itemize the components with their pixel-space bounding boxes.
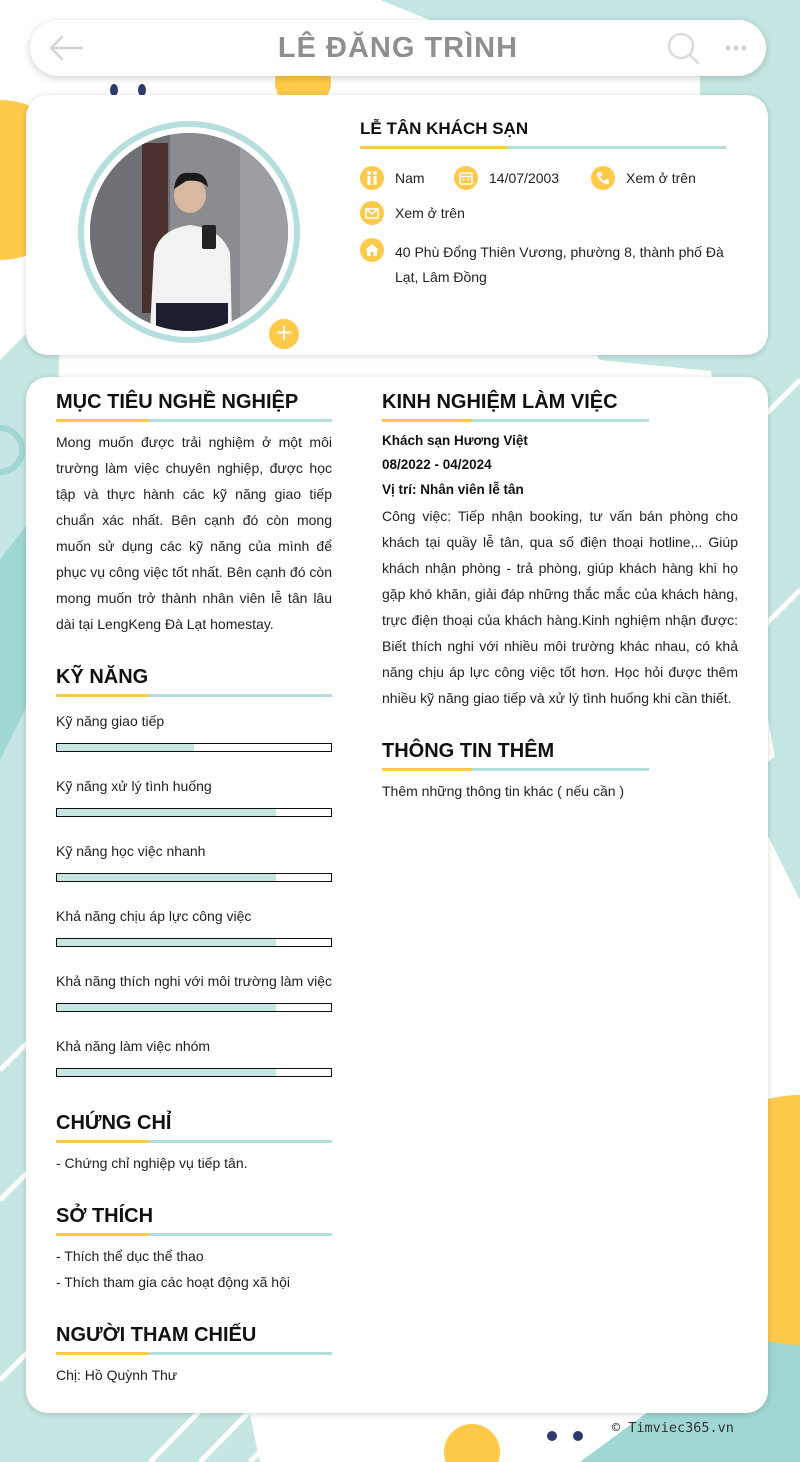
- gender-icon: [360, 166, 384, 190]
- skill-bar: [56, 808, 332, 817]
- skill-label: Kỹ năng học việc nhanh: [56, 843, 206, 859]
- skill-label: Kỹ năng xử lý tình huống: [56, 778, 212, 794]
- experience-company: Khách sạn Hương Việt: [382, 433, 528, 448]
- experience-period: 08/2022 - 04/2024: [382, 457, 492, 472]
- skill-fill: [57, 809, 276, 816]
- job-title-underline: [360, 146, 726, 149]
- skill-label: Kỹ năng giao tiếp: [56, 713, 165, 729]
- birthday-value: 14/07/2003: [489, 170, 560, 186]
- experience-underline: [382, 419, 649, 422]
- skill-bar: [56, 1068, 332, 1077]
- avatar: [78, 121, 300, 348]
- birthday-row: [454, 166, 559, 190]
- footer-credit: © Timviec365.vn: [612, 1420, 734, 1436]
- skill-fill: [57, 1004, 276, 1011]
- email-value: Xem ở trên: [395, 205, 465, 221]
- hobby-item: - Thích thể dục thể thao: [56, 1248, 204, 1264]
- objective-underline: [56, 419, 332, 422]
- skill-fill: [57, 939, 276, 946]
- hobbies-underline: [56, 1233, 332, 1236]
- avatar-photo: [90, 133, 288, 331]
- phone-value: Xem ở trên: [626, 170, 696, 186]
- gender-row: [360, 166, 425, 190]
- address-value: 40 Phù Đổng Thiên Vương, phường 8, thành phố Đà Lạt, Lâm Đồng: [395, 244, 724, 285]
- add-photo-button[interactable]: [266, 316, 302, 352]
- phone-row: [591, 166, 696, 190]
- email-row: [360, 201, 465, 225]
- home-icon: [360, 238, 384, 262]
- skill-bar: [56, 743, 332, 752]
- additional-underline: [382, 768, 649, 771]
- gender-value: Nam: [395, 170, 425, 186]
- references-title: NGƯỜI THAM CHIẾU: [56, 1324, 257, 1346]
- more-icon[interactable]: [724, 38, 748, 58]
- hobbies-title: SỞ THÍCH: [56, 1205, 154, 1227]
- skill-label: Khả năng chịu áp lực công việc: [56, 908, 252, 924]
- profile-card: [26, 95, 768, 355]
- skill-fill: [57, 874, 276, 881]
- certificates-title: CHỨNG CHỈ: [56, 1112, 172, 1134]
- objective-title: MỤC TIÊU NGHỀ NGHIỆP: [56, 391, 299, 413]
- certificates-underline: [56, 1140, 332, 1143]
- search-icon[interactable]: [666, 31, 700, 65]
- skills-underline: [56, 694, 332, 697]
- calendar-icon: [454, 166, 478, 190]
- reference-text: Chị: Hồ Quỳnh Thư: [56, 1367, 178, 1383]
- back-arrow-icon[interactable]: [48, 34, 84, 62]
- plus-icon: +: [275, 317, 293, 348]
- experience-position: Vị trí: Nhân viên lễ tân: [382, 482, 524, 497]
- skill-label: Khả năng thích nghi với môi trường làm việc: [56, 973, 332, 989]
- experience-description: Công việc: Tiếp nhận booking, tư vấn bán phòng cho khách tại quầy lễ tân, qua số điện thoại hotline,.. Giúp khách nhận phòng - trả phòng, giúp khách hàng khi họ gặp khó khăn, giải đáp những thắc mắc của khách hàng, trực điện thoại của khách hàng.Kinh nghiệm nhận được: Biết thích nghi với nhiều môi trường khác nhau, có khả năng chịu áp lực công việc tốt hơn. Học hỏi được thêm nhiều kỹ năng giao tiếp và xử lý tình huống khi cần thiết.: [382, 508, 738, 706]
- additional-title: THÔNG TIN THÊM: [382, 740, 555, 762]
- skill-fill: [57, 744, 194, 751]
- content-card: [26, 377, 768, 1413]
- mail-icon: [360, 201, 384, 225]
- additional-text: Thêm những thông tin khác ( nếu cần ): [382, 783, 625, 799]
- objective-text: Mong muốn được trải nghiệm ở một môi trường làm việc chuyên nghiệp, được học tập và thực hành các kỹ năng giao tiếp chuẩn xác nhất. Bên cạnh đó còn mong muốn sử dụng các kỹ năng của mình để phục vụ công việc tốt nhất. Bên cạnh đó còn mong muốn trở thành nhân viên lễ tân lâu dài tại LengKeng Đà Lạt homestay.: [56, 434, 332, 632]
- skill-bar: [56, 1003, 332, 1012]
- skill-fill: [57, 1069, 276, 1076]
- candidate-name: LÊ ĐĂNG TRÌNH: [277, 31, 519, 64]
- skill-bar: [56, 938, 332, 947]
- hobby-item: - Thích tham gia các hoạt động xã hội: [56, 1274, 290, 1290]
- skills-title: KỸ NĂNG: [56, 666, 149, 688]
- job-title: LỄ TÂN KHÁCH SẠN: [360, 119, 529, 138]
- references-underline: [56, 1352, 332, 1355]
- skill-bar: [56, 873, 332, 882]
- skill-label: Khả năng làm việc nhóm: [56, 1038, 211, 1054]
- experience-title: KINH NGHIỆM LÀM VIỆC: [382, 391, 618, 413]
- header-bar: [30, 20, 766, 76]
- phone-icon: [591, 166, 615, 190]
- certificate-item: - Chứng chỉ nghiệp vụ tiếp tân.: [56, 1155, 248, 1171]
